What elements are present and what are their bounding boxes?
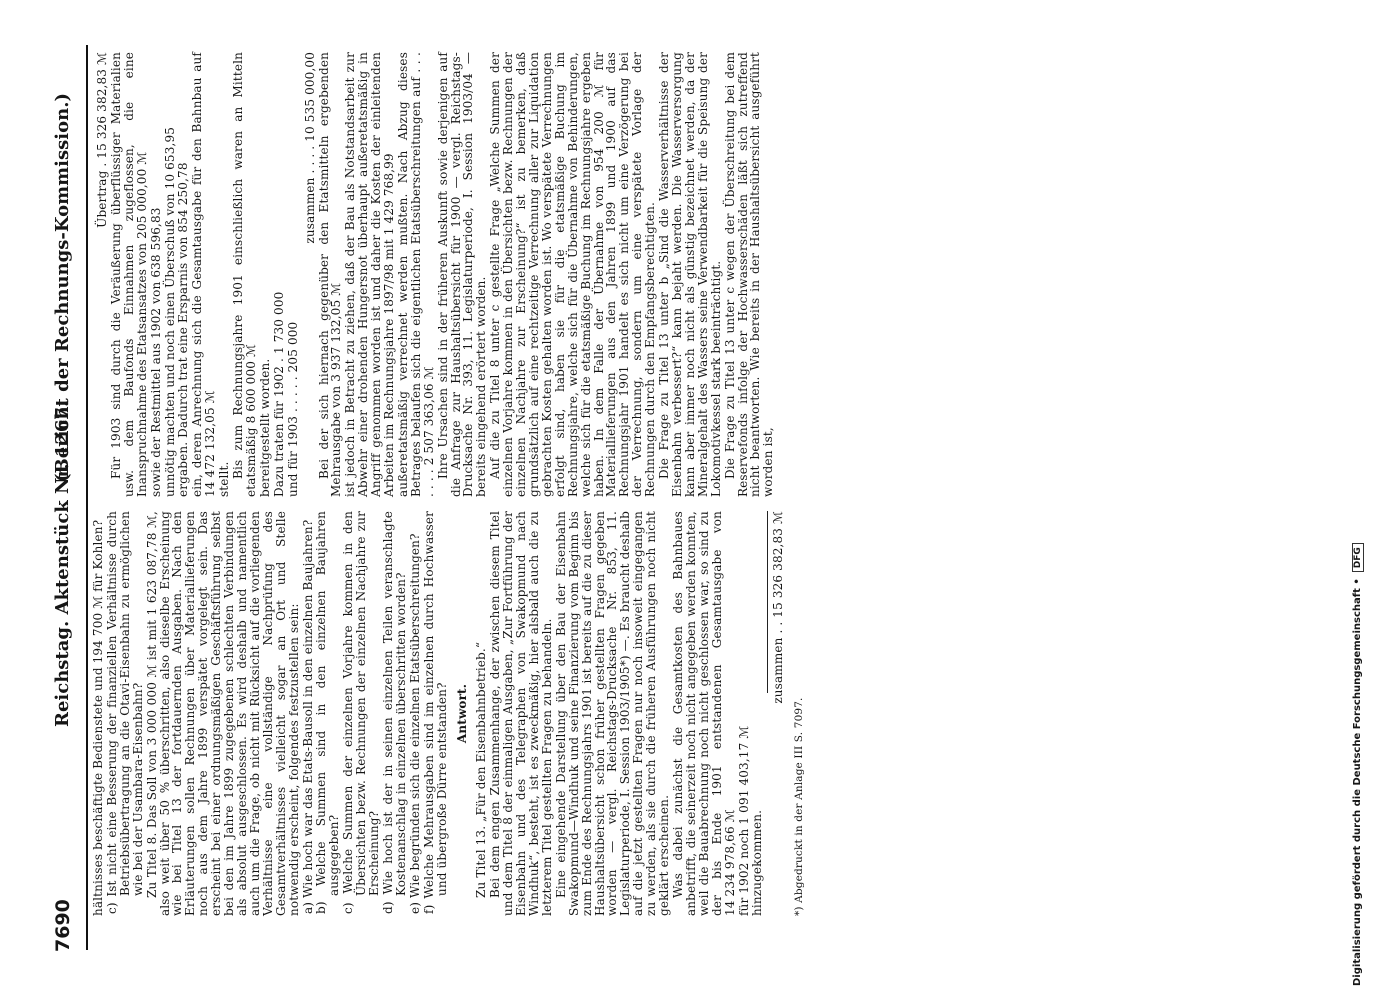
header-title-left: Reichstag. Aktenstück Nr. 1267. — [52, 400, 73, 727]
question-a: a) Wie hoch war das Etats-Bausoll in den einzelnen Baujahren? — [300, 519, 315, 914]
paragraph: stellt. — [217, 461, 232, 497]
page-number: 7690 — [52, 899, 74, 952]
amount: 8 600 000 ℳ — [243, 344, 258, 424]
paragraph — [110, 52, 149, 497]
header-title-right: (Bericht der Rechnungs-Kommission.) — [52, 93, 73, 482]
left-column — [92, 511, 807, 916]
paragraph: hinzugekommen. — [750, 809, 765, 916]
paragraph — [177, 52, 190, 497]
paragraph — [287, 52, 300, 497]
carry-amount: 15 326 382,83 ℳ — [95, 52, 109, 159]
question-c: c) Ist nicht eine Besserung der finanziellen Verhältnisse durch Betriebsübertragung an die Otavi-Eisenbahn zu ermöglichen wie bei der Usambara-Eisenbahn? — [104, 511, 145, 914]
sum-label: zusammen . . — [771, 621, 786, 704]
sum-line — [772, 511, 785, 916]
dfg-logo: DFG — [1352, 543, 1364, 572]
paragraph — [232, 52, 258, 497]
paragraph: Eine eingehende Darstellung über den Bau der Eisenbahn Swakopmund—Windhuk und seine Finanzierung vom Beginn bis zum Ende des Rechnungsjahrs 1901 ist bereits auf die zu dieser Haushaltsübersicht schon früher gestellten Fragen gegeben worden — vergl. Reichstags-Drucksache Nr. 853, 11. Legislaturperiode, I. Session 1903/1905*) —. Es braucht deshalb auf die jetzt gestellten Fragen nur noch insoweit eingegangen zu werden, als sie durch die früheren Ausführungen noch nicht geklärt erscheinen. — [553, 511, 672, 916]
amount: 205 000 — [285, 321, 300, 373]
sum-rule — [767, 511, 768, 693]
paragraph-text: Bis zum Rechnungsjahre 1901 einschließlich waren an Mitteln etatsmäßig — [231, 52, 258, 497]
answer-heading: Antwort. — [455, 683, 470, 744]
amount: 1 091 403,17 ℳ — [736, 725, 751, 825]
carry-line — [96, 52, 109, 497]
paragraph: bereitgestellt worden. — [257, 358, 272, 497]
question-d: d) Wie hoch ist der in seinen einzelnen Teilen veranschlagte Kostenanschlag in einzelnen überschritten worden? — [380, 511, 408, 914]
amount: 1 429 768,99 — [382, 153, 397, 236]
paragraph: Ihre Ursachen sind in der früheren Auskunft sowie derjenigen auf die Anfrage zur Haushaltsübersicht für 1900 — vergl. Reichstags-Drucksache Nr. 393, 11. Legislaturperiode, I. Session 1903/04 — bereits eingehend erörtert worden. — [435, 52, 489, 497]
paragraph — [738, 511, 751, 916]
paragraph-text: Was dabei zunächst die Gesamtkosten des Bahnbaues anbetrifft, die seinerzeit noch nicht angegeben werden konnten, weil die Bauabrechnung noch nicht geschlossen war, so sind zu der bis Ende 1901 entstandenen Gesamtausgabe von — [670, 511, 724, 916]
paragraph-text: ist jedoch in Betracht zu ziehen, daß der Bau als Notstandsarbeit zur Abwehr einer drohenden Hungersnot überhaupt außeretatsmäßig in Angriff genommen worden ist und daher die Kosten der einleitenden Arbeiten im Rechnungsjahre 1897/98 mit — [343, 52, 397, 497]
paragraph: Zu Titel 13. „Für den Eisenbahnbetrieb.“ — [474, 641, 489, 898]
sum-amount: 10 535 000,00 — [302, 52, 317, 142]
page-header — [52, 47, 86, 952]
paragraph-text: Für 1903 sind durch die Veräußerung überflüssiger Materialien usw. dem Baufonds Einnahmen zugeflossen, die eine Inanspruchnahme des Etatsansatzes von — [108, 52, 149, 497]
right-column — [92, 52, 776, 497]
amount: 14 234 978,66 ℳ — [722, 809, 737, 916]
amount: 1 730 000 — [271, 291, 286, 355]
question-e: e) Wie begründen sich die einzelnen Etatsüberschreitungen? — [407, 533, 422, 914]
paragraph — [344, 52, 396, 497]
paragraph — [150, 52, 163, 497]
carry-label: Übertrag . — [95, 162, 109, 228]
paragraph-text: Bei der sich hiernach gegenüber den Etatsmitteln ergebenden Mehrausgabe von — [316, 52, 344, 497]
question-f: f) Welche Mehrausgaben sind im einzelnen durch Hochwasser und übergroße Dürre entstanden? — [421, 511, 449, 914]
amount: 3 937 132,05 ℳ — [329, 282, 344, 382]
paragraph — [318, 52, 344, 497]
paragraph — [273, 52, 286, 497]
question-c: c) Welche Summen der einzelnen Vorjahre kommen in den Übersichten bezw. Rechnungen der einzelnen Nachjahre zur Erscheinung? — [341, 511, 382, 914]
sum-amount: 15 326 382,83 ℳ — [771, 511, 786, 618]
amount: 854 250,78 — [176, 162, 191, 233]
paragraph-text: ergaben. Dadurch trat eine Ersparnis von — [176, 236, 191, 497]
paragraph-text: und für 1903 . . . . . — [285, 376, 300, 497]
sum-label: zusammen . . . . — [302, 145, 317, 244]
paragraph: Die Frage zu Titel 13 unter c wegen der Überschreitung bei dem Reservefonds infolge der Hochwasserschäden läßt sich zutreffend nicht beantworten. Wie bereits in der Haushaltsübersicht ausgeführt worden ist, — [722, 52, 776, 497]
digitization-credit — [1352, 26, 1364, 986]
credit-text: Digitalisierung gefördert durch die Deutsche Forschungsgemeinschaft • — [1352, 578, 1363, 986]
question-b: b) Welche Summen sind in den einzelnen Baujahren ausgegeben? — [314, 511, 342, 914]
amount: 2 507 363,06 ℳ — [421, 366, 436, 466]
paragraph-text: unnötig machten und noch einen Überschuß von — [162, 193, 177, 497]
paragraph: Auf die zu Titel 8 unter c gestellte Frage „Welche Summen der einzelnen Vorjahre kommen in den Übersichten bezw. Rechnungen der einzelnen Nachjahre zur Erscheinung?“ ist zu bemerken, daß grundsätzlich auf eine rechtzeitige Verrechnung aller zur Liquidation gebrachten Kosten gehalten worden ist. Wo verspätete Verrechnungen erfolgt sind, haben sie für die etatsmäßige Buchung im Rechnungsjahre, welche sich für die Übernahme von Behinderungen, welche sich für die etatsmäßige Buchung im Rechnungsjahre ergeben haben. In dem Falle der Übernahme von 954 200 ℳ für Materiallieferungen aus den Jahren 1899 und 1900 auf das Rechnungsjahr 1901 handelt es sich nicht um eine Verzögerung bei der Verrechnung, sondern um eine verspätete Vorlage der Rechnungen durch den Empfangsberechtigten. — [488, 52, 658, 497]
paragraph: Bei dem engen Zusammenhange, der zwischen diesem Titel und dem Titel 8 der einmaligen Ausgaben, „Zur Fortführung der Eisenbahn und des Telegraphen von Swakopmund nach Windhuk“, besteht, ist es zweckmäßig, hier alsbald auch die zu letzterem Titel gestellten Fragen zu behandeln. — [488, 511, 554, 916]
sum-line — [304, 52, 317, 497]
paragraph — [672, 511, 737, 916]
paragraph — [191, 52, 217, 497]
paragraph-text: ein, deren Anrechnung sich die Gesamtausgabe für den Bahnbau auf — [190, 52, 205, 497]
paragraph — [164, 52, 177, 497]
paragraph-text: sowie der Restmittel aus 1902 von — [148, 281, 163, 497]
header-rule — [86, 45, 88, 950]
footnote: *) Abgedruckt in der Anlage III S. 7097. — [793, 697, 806, 916]
paragraph — [397, 52, 436, 497]
amount: 205 000,00 ℳ — [134, 151, 149, 239]
paragraph-text: außeretatsmäßig verrechnet werden mußten. Nach Abzug dieses Betrages belaufen sich die eigentlichen Etatsüberschreitungen auf . . . . . . . — [395, 52, 436, 497]
paragraph-text: für 1902 noch — [736, 828, 751, 916]
paragraph: Zu Titel 8. Das Soll von 3 000 000 ℳ ist mit 1 623 087,78 ℳ, also weit über 50 % überschritten, also dieselbe Erscheinung wie bei Titel 13 der fortdauernden Ausgaben. Nach den Erläuterungen sollen Rechnungen über Materiallieferungen noch aus dem Jahre 1899 verspätet vorgelegt sein. Das erscheint bei einer ordnungsmäßigen Geschäftsführung selbst bei den im Jahre 1899 zugegebenen schlechten Verbindungen als absolut ausgeschlossen. Es wird deshalb und namentlich auch um die Frage, ob nicht mit Rücksicht auf die vorliegenden Verhältnisse eine vollständige Nachprüfung des Gesamtverhältnisses vielleicht sogar an Ort und Stelle notwendig erscheint, folgendes festzustellen sein: — [144, 511, 301, 916]
amount: 14 472 132,05 ℳ — [203, 390, 218, 497]
paragraph: hältnisses beschäftigte Bedienstete und 194 700 ℳ für Kohlen? — [91, 519, 105, 916]
paragraph: Die Frage zu Titel 13 unter b „Sind die Wasserverhältnisse der Eisenbahn verbessert?“ kann bejaht werden. Die Wasserversorgung kann aber immer noch nicht als günstig bezeichnet werden, da der Mineralgehalt des Wassers seine Verwendbarkeit für die Speisung der Lokomotivkessel stark beeinträchtigt. — [657, 52, 723, 497]
paragraph-text: Dazu traten für 1902 . — [271, 357, 286, 497]
amount: 638 596,83 — [148, 207, 163, 278]
amount: 10 653,95 — [162, 126, 177, 190]
